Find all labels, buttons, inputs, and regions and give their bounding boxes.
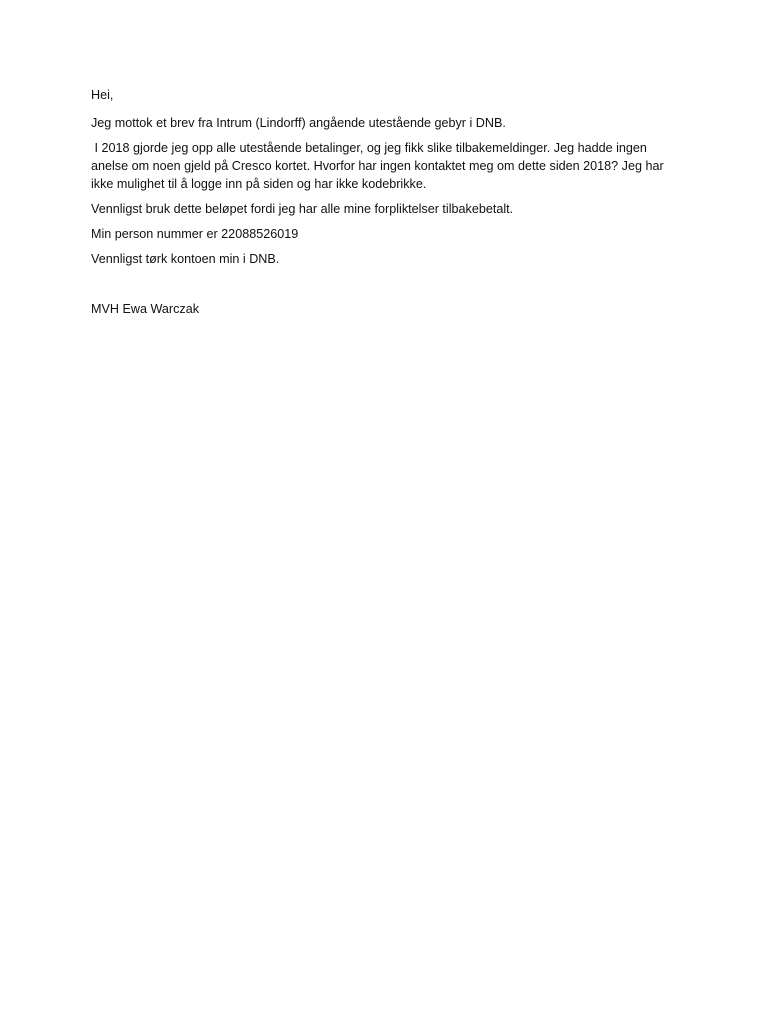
paragraph-2018-payments: I 2018 gjorde jeg opp alle utestående betalinger, og jeg fikk slike tilbakemeldinger. Jeg hadde ingen anelse om noen gjeld på Cresco kortet. Hvorfor har ingen kontaktet meg om dette siden 2018? Jeg har ikke mulighet til å logge inn på siden og har ikke kodebrikke.: [91, 141, 668, 191]
letter-greeting: Hei,: [91, 88, 114, 102]
letter-signature: MVH Ewa Warczak: [91, 302, 199, 316]
paragraph-person-number: Min person nummer er 22088526019: [91, 227, 299, 241]
paragraph-intrum-letter: Jeg mottok et brev fra Intrum (Lindorff) angående utestående gebyr i DNB.: [91, 116, 506, 130]
letter-body: [91, 86, 681, 318]
paragraph-delete-account: Vennligst tørk kontoen min i DNB.: [91, 252, 280, 266]
paragraph-use-amount: Vennligst bruk dette beløpet fordi jeg har alle mine forpliktelser tilbakebetalt.: [91, 202, 514, 216]
